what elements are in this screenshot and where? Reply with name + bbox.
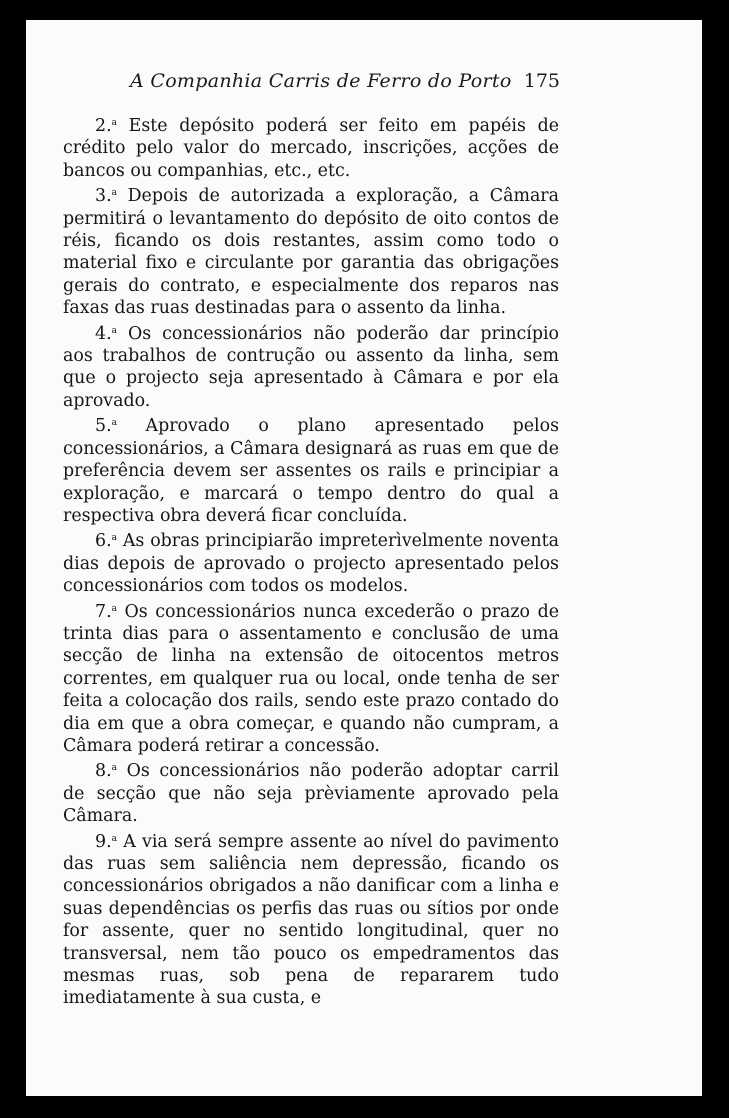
item-number: 5.	[95, 416, 112, 437]
paragraph-text: A via será sempre assente ao nível do pavimento das ruas sem saliência nem depressão, ficando os concessionários obrigados a não danificar com a linha e suas dependências os perfis das ruas ou sítios por onde for assente, quer no sentido longitudinal, quer no transversal, nem tão pouco os empedramentos das mesmas ruas, sob pena de repararem tudo imediatamente à sua custa, e	[63, 831, 559, 1009]
item-number: 4.	[95, 323, 112, 344]
ordinal-indicator: a	[111, 833, 117, 844]
ordinal-indicator: a	[111, 603, 117, 614]
paragraph-2	[63, 112, 559, 182]
ordinal-indicator: a	[111, 118, 117, 128]
item-number: 9.	[95, 831, 112, 852]
paragraph-5	[63, 412, 559, 527]
paragraph-3	[63, 182, 559, 319]
item-number: 3.	[95, 186, 112, 207]
ordinal-indicator: a	[111, 325, 117, 336]
paragraph-text: Os concessionários nunca excederão o prazo de trinta dias para o assentamento e conclusão de uma secção de linha na extensão de oitocentos metros correntes, em qualquer rua ou local, onde tenha de ser feita a colocação dos rails, sendo este prazo contado do dia em que a obra começar, e quando não cumpram, a Câmara poderá retirar a concessão.	[63, 601, 559, 756]
paragraph-text: Este depósito poderá ser feito em papéis de crédito pelo valor do mercado, inscrições, acções de bancos ou companhias, etc., etc.	[63, 116, 559, 181]
paragraph-6	[63, 527, 559, 597]
paragraph-text: Os concessionários não poderão dar princípio aos trabalhos de contrução ou assento da linha, sem que o projecto seja apresentado à Câmara e por ela aprovado.	[63, 323, 559, 411]
paragraph-text: Depois de autorizada a exploração, a Câmara permitirá o levantamento do depósito de oito contos de réis, ficando os dois restantes, assim como todo o material fixo e circulante por garantia das obrigações gerais do contrato, e especialmente dos reparos nas faxas das ruas destinadas para o assento da linha.	[63, 186, 559, 319]
paragraph-4	[63, 320, 559, 413]
running-title: A Companhia Carris de Ferro do Porto	[130, 70, 512, 92]
item-number: 2.	[95, 116, 112, 136]
page-number: 175	[523, 70, 560, 92]
paragraph-text: Os concessionários não poderão adoptar carril de secção que não seja prèviamente aprovado pela Câmara.	[63, 761, 559, 827]
item-number: 6.	[95, 531, 112, 552]
body-text	[63, 112, 559, 1010]
ordinal-indicator: a	[111, 533, 117, 544]
running-header	[130, 70, 560, 100]
paragraph-9	[63, 828, 559, 1010]
ordinal-indicator: a	[111, 188, 117, 199]
paragraph-7	[63, 598, 559, 758]
paragraph-text: Aprovado o plano apresentado pelos concessionários, a Câmara designará as ruas em que de preferência devem ser assentes os rails e principiar a exploração, e marcará o tempo dentro do qual a respectiva obra deverá ficar concluída.	[63, 416, 559, 526]
paragraph-text: As obras principiarão impreterìvelmente noventa dias depois de aprovado o projecto apresentado pelos concessionários com todos os modelos.	[63, 531, 559, 597]
ordinal-indicator: a	[111, 418, 117, 429]
paragraph-8	[63, 757, 559, 827]
ordinal-indicator: a	[111, 763, 117, 774]
item-number: 8.	[95, 761, 112, 782]
item-number: 7.	[95, 601, 112, 622]
